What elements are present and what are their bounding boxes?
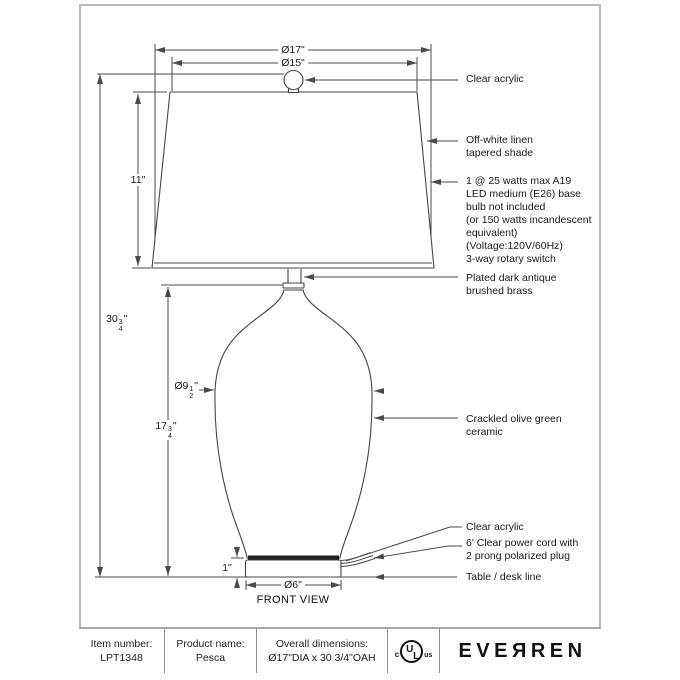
power-cord-lines	[341, 553, 375, 567]
neck-outline	[283, 269, 304, 288]
annotation-finial-material: Clear acrylic	[466, 73, 524, 85]
annotation-bulb-spec: 1 @ 25 watts max A19 LED medium (E26) base bulb not included (or 150 watts incandescent equivalent) (Voltage:120V/60Hz) 3-way rotary switch	[466, 175, 592, 265]
annotation-power-cord: 6' Clear power cord with 2 prong polarized plug	[466, 537, 579, 562]
dim-base-diameter: Ø6"	[281, 579, 305, 591]
brand-logo: EVEЯREN	[458, 640, 587, 662]
finial-outline	[284, 71, 303, 93]
dim-body-height: 17 3 4 "	[152, 420, 179, 440]
ul-c-mark: c	[394, 650, 400, 659]
item-number-label: Item number:	[90, 638, 153, 650]
base-outline	[246, 560, 342, 577]
product-name-label: Product name:	[176, 638, 245, 650]
dim-shade-top-diameter: Ø15"	[278, 57, 308, 69]
ul-us-mark: us	[424, 652, 433, 659]
dim-base-height: 1"	[222, 562, 232, 574]
annotation-body-material: Crackled olive green ceramic	[466, 413, 562, 438]
lamp-body-outline	[215, 290, 372, 558]
overall-dimensions-label: Overall dimensions:	[275, 638, 369, 650]
item-number-value: LPT1348	[100, 652, 143, 664]
product-name-value: Pesca	[195, 652, 226, 664]
shade-outline	[152, 92, 434, 268]
ul-listed-icon: U L	[400, 640, 423, 663]
overall-dimensions-value: Ø17"DIA x 30 3/4"OAH	[268, 652, 376, 664]
annotation-shade-material: Off-white linen tapered shade	[466, 134, 534, 159]
annotation-base-material: Clear acrylic	[466, 521, 524, 533]
annotation-neck-material: Plated dark antique brushed brass	[466, 272, 557, 297]
annotation-table-line: Table / desk line	[466, 571, 542, 583]
dim-total-height: 30 3 4 "	[106, 313, 128, 333]
front-view-label: FRONT VIEW	[256, 594, 330, 606]
dim-shade-bottom-diameter: Ø17"	[278, 44, 308, 56]
dim-shade-height: 11"	[128, 174, 149, 186]
base-joint-strip	[248, 556, 339, 561]
dim-body-diameter: Ø9 1 2 "	[174, 380, 198, 400]
